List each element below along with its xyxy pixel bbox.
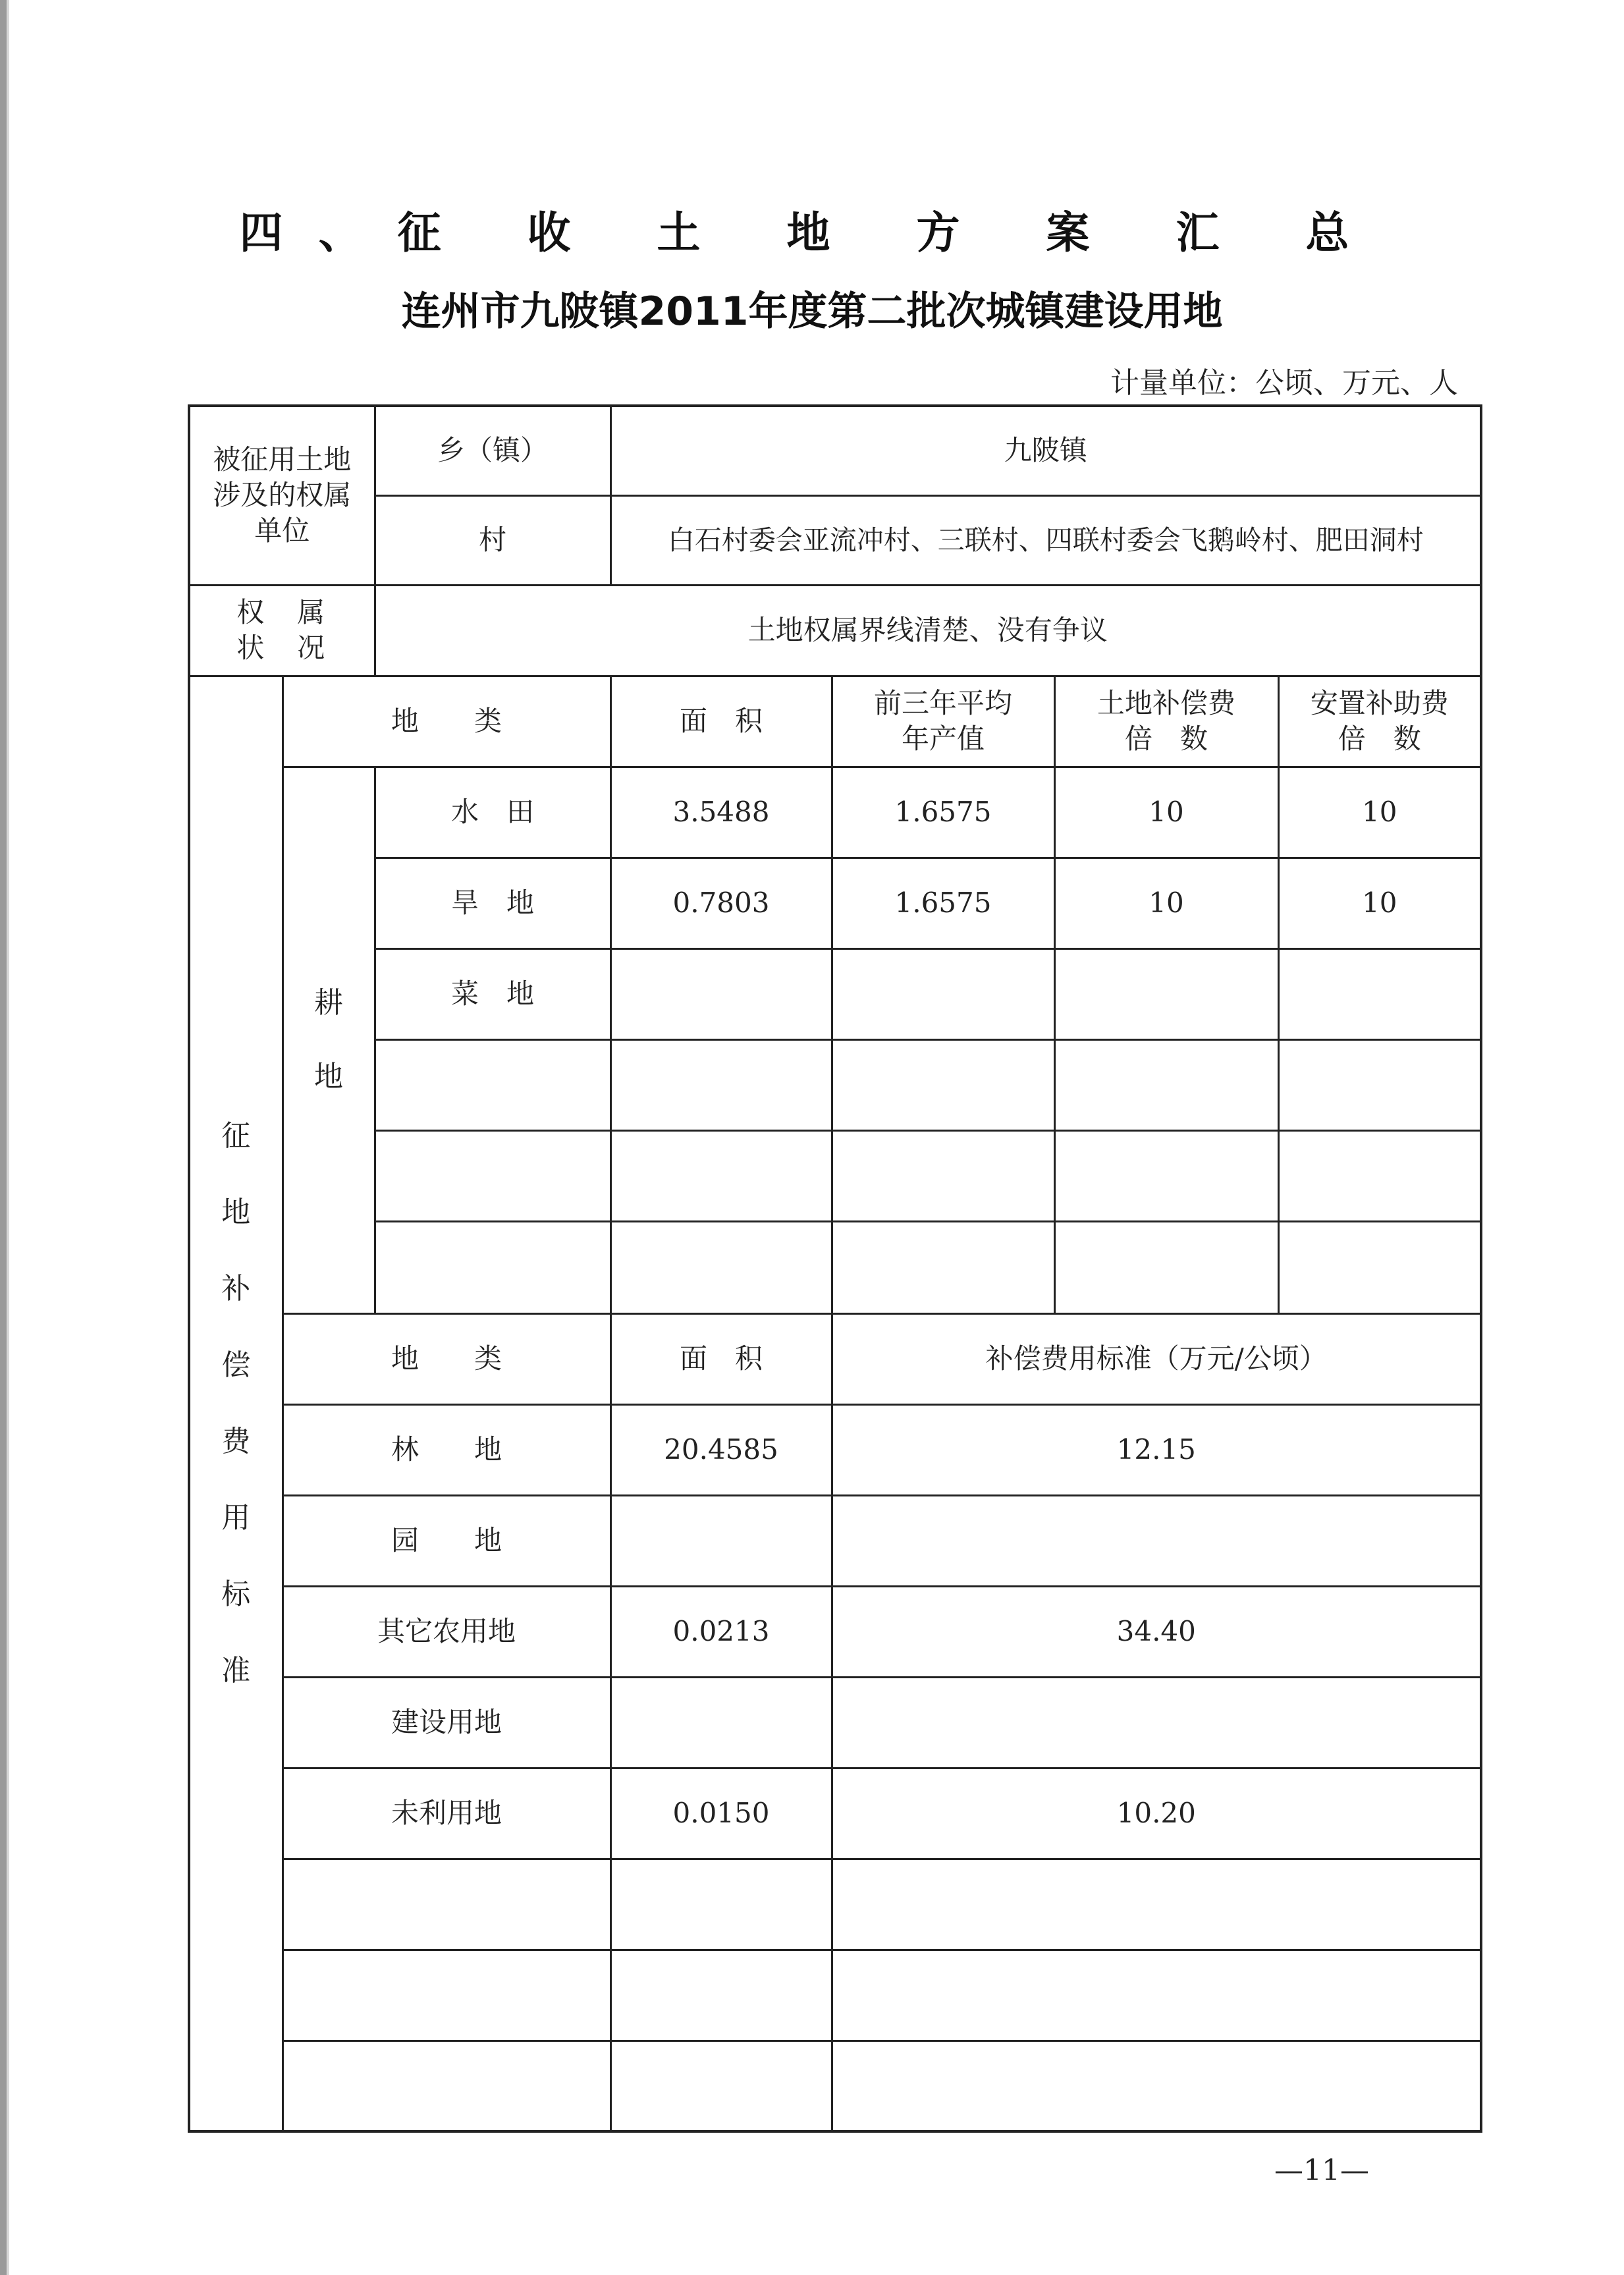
- cultivated-header-resettle-multiple: 安置补助费倍 数: [1278, 676, 1481, 767]
- cultivated-output: 1.6575: [832, 858, 1054, 948]
- other-header-area: 面 积: [610, 1313, 832, 1404]
- table-row: [189, 858, 1481, 948]
- status-row: [189, 585, 1481, 676]
- cultivated-land-multiple: [1054, 1039, 1278, 1130]
- ownership-label: 被征用土地涉及的权属单位: [189, 406, 375, 585]
- other-type: [283, 1859, 610, 1950]
- table-row: [189, 1495, 1481, 1586]
- other-header-type: 地 类: [283, 1313, 610, 1404]
- table-row: [189, 1586, 1481, 1677]
- other-area: [610, 1677, 832, 1768]
- scan-edge: [0, 0, 7, 2275]
- cultivated-header-type: 地 类: [283, 676, 610, 767]
- ownership-row-village: [189, 495, 1481, 585]
- page-number: —11—: [1274, 2154, 1369, 2187]
- cultivated-header-row: [189, 676, 1481, 767]
- other-type: 林 地: [283, 1404, 610, 1495]
- cultivated-land-multiple: 10: [1054, 767, 1278, 858]
- cultivated-resettle-multiple: 10: [1278, 767, 1481, 858]
- township-value: 九陂镇: [610, 406, 1481, 495]
- table-row: [189, 1404, 1481, 1495]
- table-row: [189, 1677, 1481, 1768]
- other-standard: 12.15: [832, 1404, 1481, 1495]
- cultivated-land-multiple: [1054, 948, 1278, 1039]
- other-standard: 34.40: [832, 1586, 1481, 1677]
- cultivated-resettle-multiple: [1278, 1130, 1481, 1221]
- cultivated-type: [375, 1130, 610, 1221]
- other-type: 建设用地: [283, 1677, 610, 1768]
- other-area: [610, 1950, 832, 2041]
- table-row: [189, 1950, 1481, 2041]
- other-standard: [832, 2041, 1481, 2131]
- table-row: [189, 767, 1481, 858]
- ownership-row-township: [189, 406, 1481, 495]
- other-area: 20.4585: [610, 1404, 832, 1495]
- other-type: 园 地: [283, 1495, 610, 1586]
- cultivated-land-multiple: 10: [1054, 858, 1278, 948]
- table-row: [189, 2041, 1481, 2131]
- cultivated-area: 3.5488: [610, 767, 832, 858]
- cultivated-area: [610, 1039, 832, 1130]
- table-row: [189, 1768, 1481, 1859]
- other-standard: 10.20: [832, 1768, 1481, 1859]
- cultivated-output: 1.6575: [832, 767, 1054, 858]
- table-row: [189, 948, 1481, 1039]
- cultivated-area: [610, 1130, 832, 1221]
- cultivated-header-land-multiple: 土地补偿费倍 数: [1054, 676, 1278, 767]
- compensation-side-label: 征地补偿费用标准: [189, 676, 283, 2131]
- village-label: 村: [375, 495, 610, 585]
- cultivated-header-output: 前三年平均年产值: [832, 676, 1054, 767]
- summary-table-wrap: [188, 404, 1482, 2133]
- page-subtitle: 连州市九陂镇2011年度第二批次城镇建设用地: [401, 288, 1223, 335]
- cultivated-resettle-multiple: [1278, 1039, 1481, 1130]
- other-standard: [832, 1859, 1481, 1950]
- unit-note: 计量单位：公顷、万元、人: [1110, 366, 1458, 400]
- cultivated-area: [610, 948, 832, 1039]
- summary-table: [188, 404, 1482, 2133]
- other-header-row: [189, 1313, 1481, 1404]
- cultivated-header-area: 面 积: [610, 676, 832, 767]
- other-type: 其它农用地: [283, 1586, 610, 1677]
- cultivated-resettle-multiple: [1278, 948, 1481, 1039]
- cultivated-group-label: 耕地: [283, 767, 375, 1313]
- other-area: [610, 1495, 832, 1586]
- table-row: [189, 1221, 1481, 1313]
- other-header-standard: 补偿费用标准（万元/公顷）: [832, 1313, 1481, 1404]
- cultivated-type: 水 田: [375, 767, 610, 858]
- cultivated-type: 旱 地: [375, 858, 610, 948]
- cultivated-type: [375, 1221, 610, 1313]
- other-area: [610, 1859, 832, 1950]
- township-label: 乡（镇）: [375, 406, 610, 495]
- scan-edge-shadow: [7, 0, 9, 2275]
- table-row: [189, 1859, 1481, 1950]
- cultivated-land-multiple: [1054, 1130, 1278, 1221]
- cultivated-output: [832, 1130, 1054, 1221]
- cultivated-area: 0.7803: [610, 858, 832, 948]
- cultivated-resettle-multiple: [1278, 1221, 1481, 1313]
- table-row: [189, 1130, 1481, 1221]
- cultivated-output: [832, 948, 1054, 1039]
- other-area: 0.0150: [610, 1768, 832, 1859]
- other-standard: [832, 1950, 1481, 2041]
- cultivated-resettle-multiple: 10: [1278, 858, 1481, 948]
- table-row: [189, 1039, 1481, 1130]
- village-value: 白石村委会亚流冲村、三联村、四联村委会飞鹅岭村、肥田洞村: [610, 495, 1481, 585]
- status-label: 权 属状 况: [189, 585, 375, 676]
- status-value: 土地权属界线清楚、没有争议: [375, 585, 1481, 676]
- other-type: [283, 1950, 610, 2041]
- cultivated-output: [832, 1221, 1054, 1313]
- other-type: 未利用地: [283, 1768, 610, 1859]
- other-standard: [832, 1677, 1481, 1768]
- cultivated-output: [832, 1039, 1054, 1130]
- cultivated-type: 菜 地: [375, 948, 610, 1039]
- other-area: [610, 2041, 832, 2131]
- other-area: 0.0213: [610, 1586, 832, 1677]
- cultivated-type: [375, 1039, 610, 1130]
- other-standard: [832, 1495, 1481, 1586]
- other-type: [283, 2041, 610, 2131]
- cultivated-land-multiple: [1054, 1221, 1278, 1313]
- cultivated-area: [610, 1221, 832, 1313]
- page-title: 四、征 收 土 地 方 案 汇 总: [239, 207, 1385, 258]
